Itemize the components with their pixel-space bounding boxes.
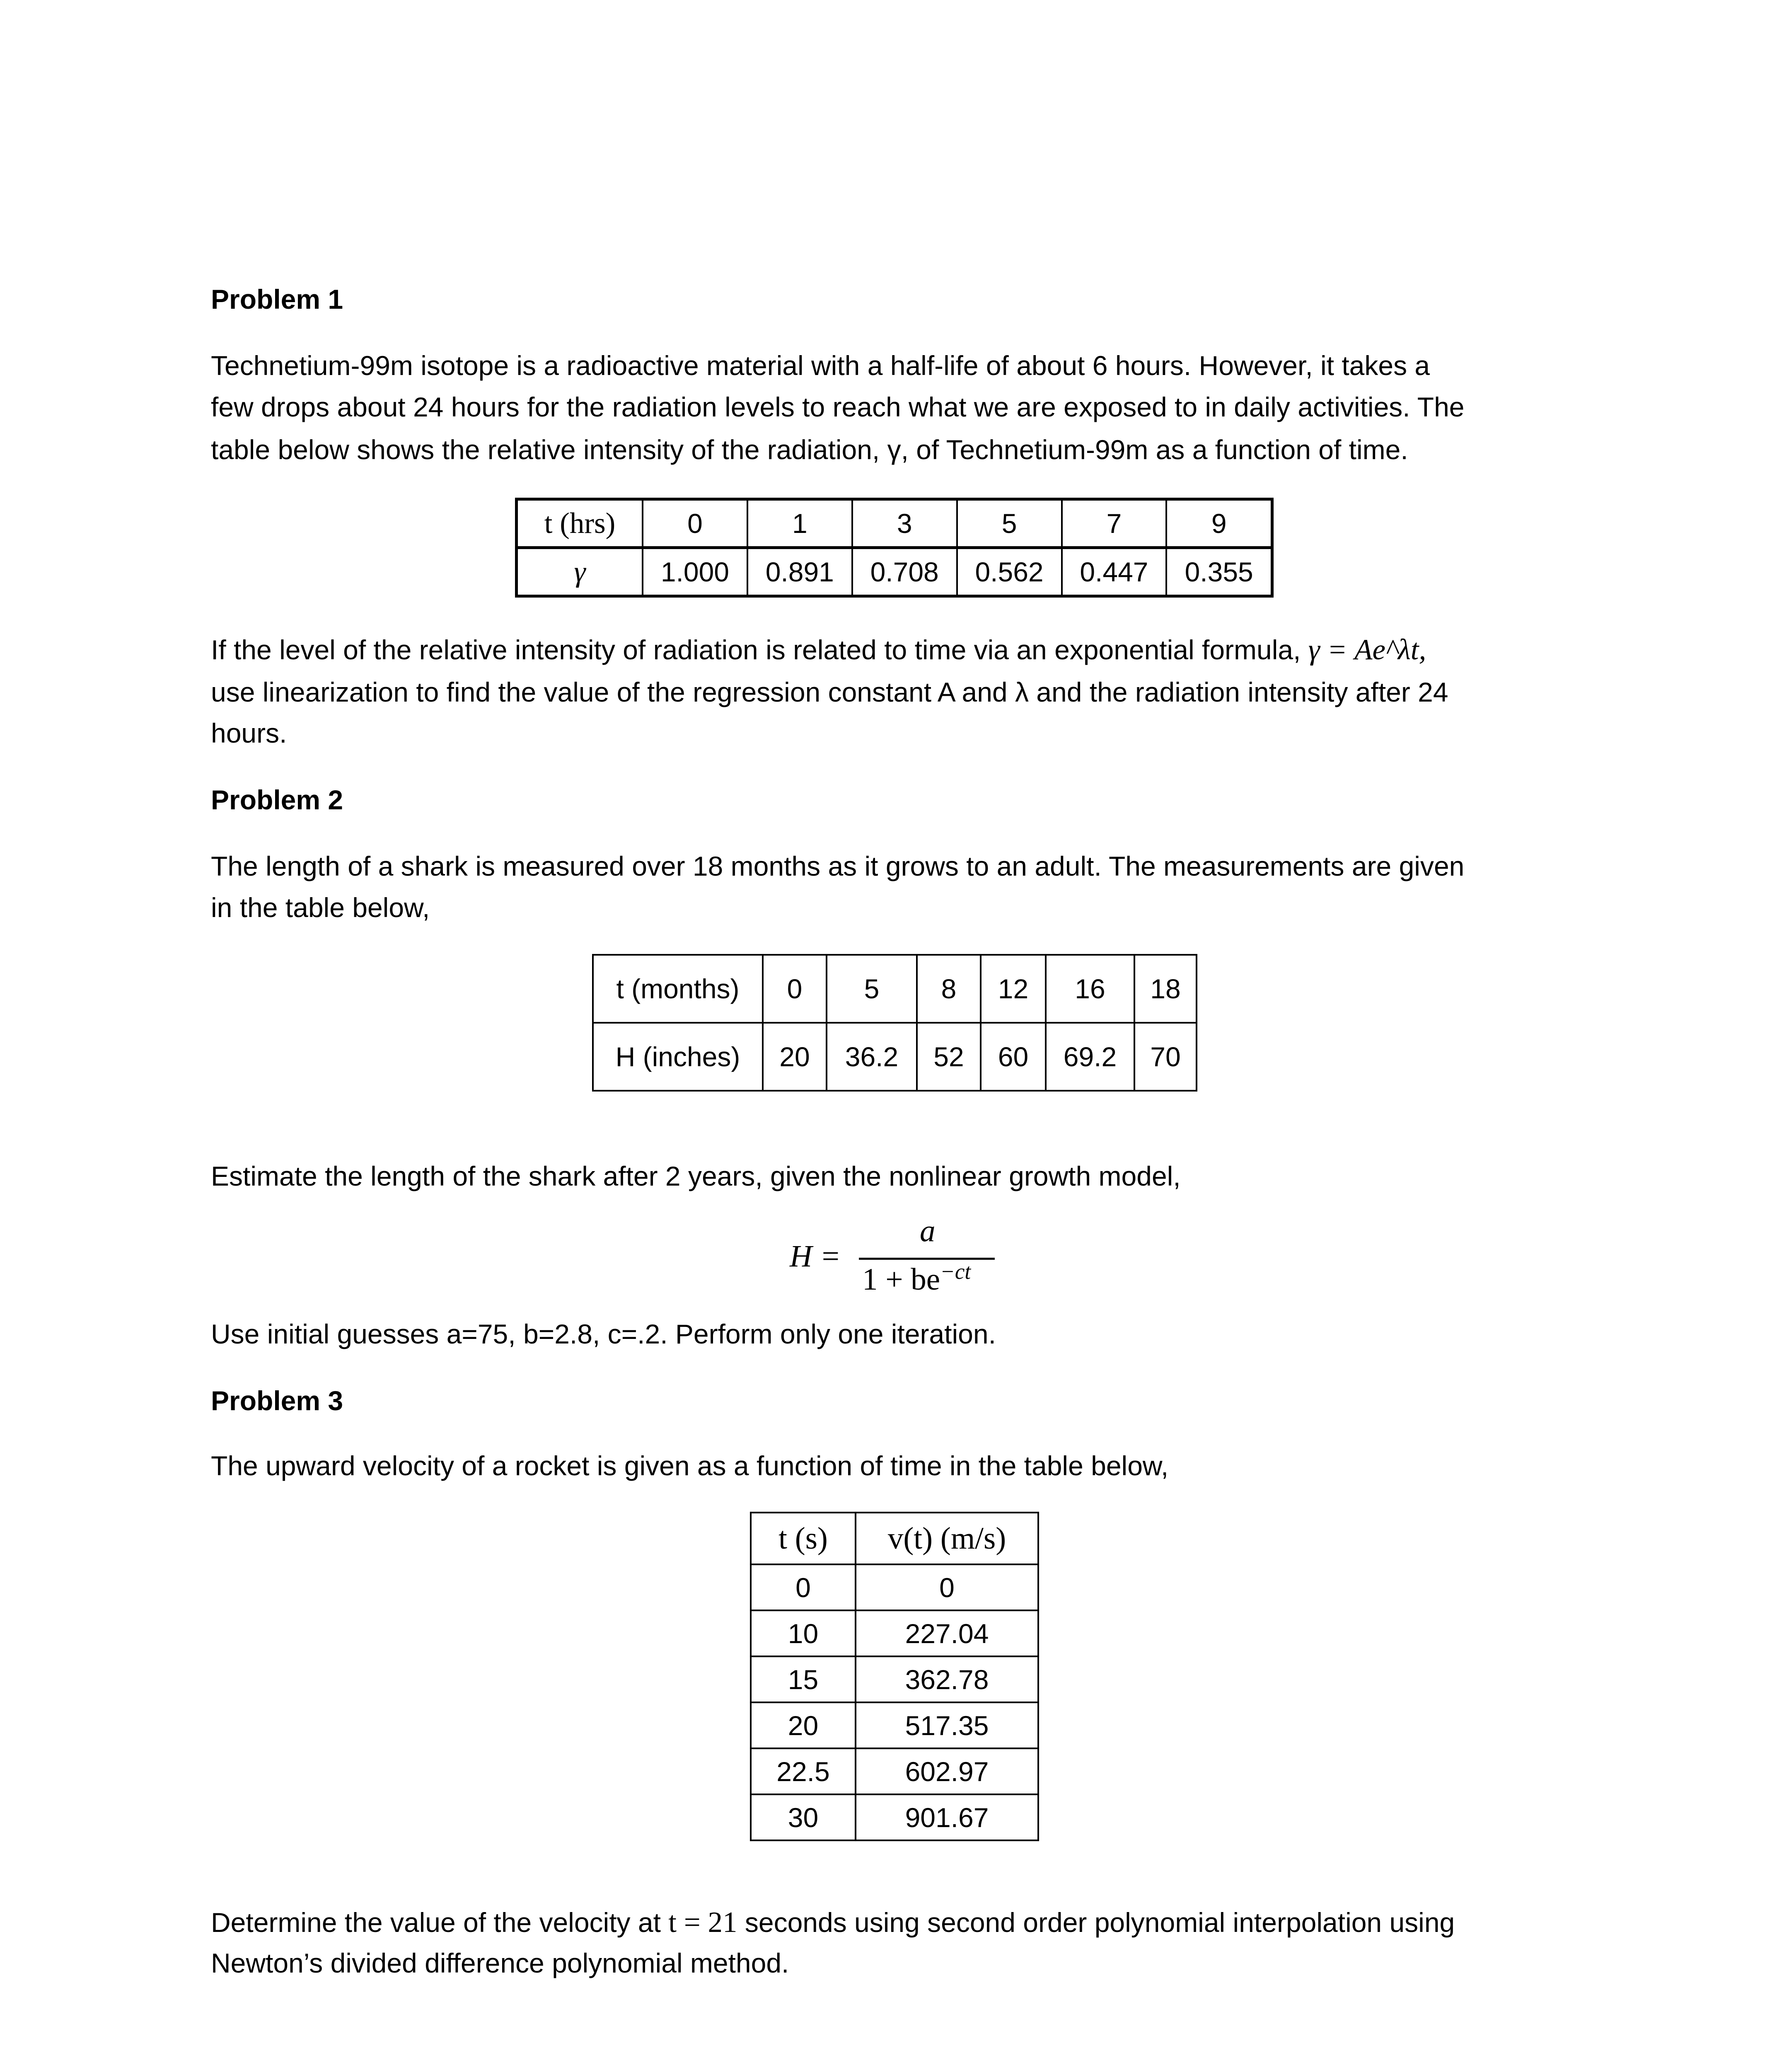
problem-2-question: Estimate the length of the shark after 2 years, given the nonlinear growth model,: [211, 1161, 1181, 1191]
denominator-exponent: −ct: [940, 1260, 971, 1284]
table-cell: 0.891: [747, 548, 852, 596]
table-cell: 1: [747, 499, 852, 548]
denominator-base: 1 + be: [862, 1262, 940, 1297]
problem-1-title: Problem 1: [211, 284, 343, 315]
table-cell: 0: [751, 1564, 856, 1610]
exponential-formula: γ = Ae^λt,: [1308, 634, 1426, 666]
question-text: seconds using second order polynomial interpolation using: [737, 1907, 1455, 1938]
table-row: [751, 1656, 1038, 1702]
problem-2-guesses: Use initial guesses a=75, b=2.8, c=.2. Perform only one iteration.: [211, 1319, 996, 1349]
table-row: [751, 1748, 1038, 1794]
table-cell: 7: [1062, 499, 1167, 548]
table-cell: 69.2: [1046, 1023, 1134, 1091]
problem-1-question-line: hours.: [211, 718, 287, 748]
table-row: [593, 1023, 1197, 1091]
table-cell: 227.04: [856, 1610, 1038, 1656]
table-cell: 30: [751, 1794, 856, 1840]
table-cell: 60: [981, 1023, 1046, 1091]
table-row: [751, 1794, 1038, 1840]
intensity-table: [515, 498, 1274, 598]
table-cell: 3: [852, 499, 957, 548]
problem-3-question-line: Newton’s divided difference polynomial method.: [211, 1948, 789, 1978]
table-cell: 1.000: [643, 548, 747, 596]
header-cell: γ: [517, 548, 643, 596]
problem-1-intro-line: table below shows the relative intensity of the radiation, γ, of Technetium-99m as a function of time.: [211, 434, 1408, 465]
header-cell: t (hrs): [517, 499, 643, 548]
table-row: [751, 1610, 1038, 1656]
table-row: [517, 548, 1272, 596]
table-row: [751, 1702, 1038, 1748]
table-cell: 9: [1166, 499, 1272, 548]
table-cell: 0: [763, 955, 827, 1023]
problem-2-title: Problem 2: [211, 784, 343, 815]
formula-numerator: a: [920, 1214, 936, 1248]
table-row: [751, 1564, 1038, 1610]
problem-1-intro-line: Technetium-99m isotope is a radioactive material with a half-life of about 6 hours. However, it takes a: [211, 350, 1430, 381]
header-cell: H (inches): [593, 1023, 763, 1091]
table-row: [593, 955, 1197, 1023]
problem-1-intro-line: few drops about 24 hours for the radiation levels to reach what we are exposed to in daily activities. The: [211, 392, 1465, 422]
problem-2-intro-line: in the table below,: [211, 892, 430, 923]
table-cell: 52: [917, 1023, 981, 1091]
table-row: [517, 499, 1272, 548]
problem-3-question-line: [211, 1906, 1455, 1939]
table-cell: 0.708: [852, 548, 957, 596]
table-row: [751, 1513, 1038, 1564]
problem-1-question-line: use linearization to find the value of the regression constant A and λ and the radiation intensity after 24: [211, 677, 1448, 707]
table-cell: 602.97: [856, 1748, 1038, 1794]
table-cell: 517.35: [856, 1702, 1038, 1748]
table-cell: 15: [751, 1656, 856, 1702]
shark-length-table: [592, 954, 1197, 1092]
table-cell: 12: [981, 955, 1046, 1023]
table-cell: 0: [643, 499, 747, 548]
problem-2-intro-line: The length of a shark is measured over 18 months as it grows to an adult. The measurements are given: [211, 851, 1465, 881]
table-cell: 362.78: [856, 1656, 1038, 1702]
table-cell: 18: [1134, 955, 1197, 1023]
table-cell: 0.562: [957, 548, 1062, 596]
table-cell: 22.5: [751, 1748, 856, 1794]
rocket-velocity-table: [750, 1512, 1039, 1841]
table-cell: 36.2: [827, 1023, 917, 1091]
time-value: t = 21: [668, 1906, 737, 1939]
table-cell: 20: [751, 1702, 856, 1748]
formula-denominator: [862, 1259, 971, 1297]
table-cell: 5: [827, 955, 917, 1023]
header-cell: v(t) (m/s): [856, 1513, 1038, 1564]
table-cell: 901.67: [856, 1794, 1038, 1840]
formula-lhs: H =: [790, 1239, 841, 1273]
table-cell: 8: [917, 955, 981, 1023]
table-cell: 10: [751, 1610, 856, 1656]
header-cell: t (months): [593, 955, 763, 1023]
table-cell: 20: [763, 1023, 827, 1091]
problem-3-intro: The upward velocity of a rocket is given as a function of time in the table below,: [211, 1450, 1169, 1481]
question-text: Determine the value of the velocity at: [211, 1907, 669, 1938]
table-cell: 16: [1046, 955, 1134, 1023]
problem-1-question-line: [211, 633, 1426, 667]
header-cell: t (s): [751, 1513, 856, 1564]
table-cell: 0.355: [1166, 548, 1272, 596]
table-cell: 70: [1134, 1023, 1197, 1091]
table-cell: 5: [957, 499, 1062, 548]
problem-3-title: Problem 3: [211, 1385, 343, 1416]
table-cell: 0.447: [1062, 548, 1167, 596]
question-text: If the level of the relative intensity of radiation is related to time via an exponential formula,: [211, 634, 1308, 665]
table-cell: 0: [856, 1564, 1038, 1610]
